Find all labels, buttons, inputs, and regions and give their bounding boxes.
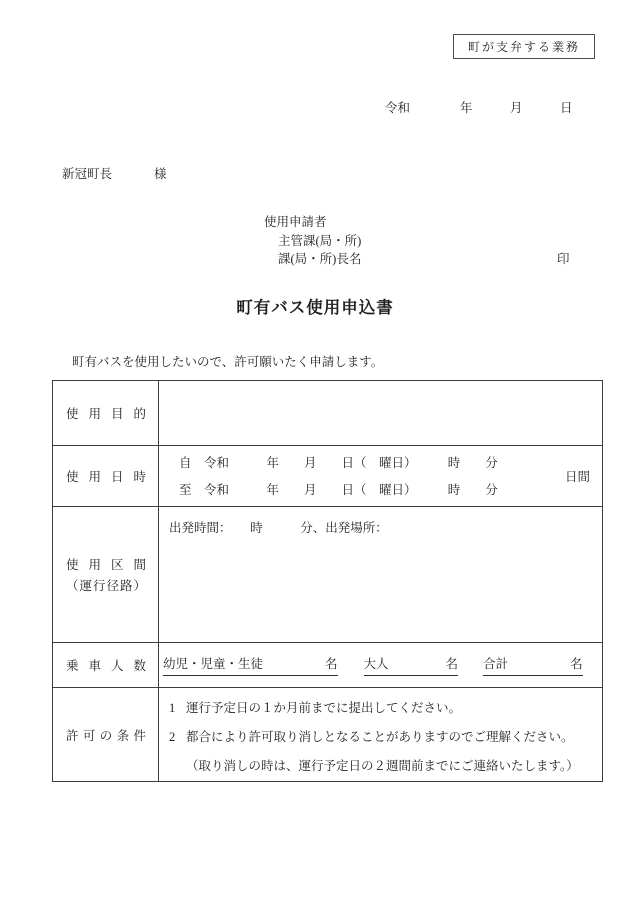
adults-count-field	[364, 654, 459, 676]
total-count-field	[483, 654, 583, 676]
total-label: 合計	[483, 657, 509, 671]
route-label-line2: （運行径路）	[66, 579, 148, 593]
route-value-cell	[159, 507, 602, 642]
adults-unit: 名	[445, 657, 459, 671]
condition-item-1	[169, 694, 598, 723]
route-label-cell	[53, 507, 159, 642]
applicant-dept-line: 主管課(局・所)	[278, 233, 362, 248]
conditions-value-cell	[159, 688, 602, 781]
date-line: 令和 年 月 日	[385, 101, 573, 115]
applicant-block	[264, 213, 570, 269]
application-table	[52, 380, 603, 782]
applicant-heading: 使用申請者	[264, 215, 327, 229]
datetime-label: 使 用 日 時	[66, 470, 146, 484]
departure-line: 出発時間： 時 分、出発場所：	[169, 521, 388, 535]
form-title: 町有バス使用申込書	[236, 298, 394, 317]
condition-2-number: 2	[169, 730, 176, 744]
conditions-label: 許 可 の 条 件	[66, 728, 146, 743]
condition-1-number: 1	[169, 701, 176, 715]
condition-1-text: 運行予定日の１か月前までに提出してください。	[186, 701, 462, 715]
datetime-from-line: 自 令和 年 月 日（ 曜日） 時 分	[179, 456, 498, 470]
addressee-name: 新冠町長	[62, 167, 113, 181]
purpose-label-cell	[53, 381, 159, 445]
children-unit: 名	[325, 657, 338, 671]
intro-text: 町有バスを使用したいので、許可願いたく申請します。	[72, 355, 384, 369]
condition-note-indent	[169, 752, 186, 781]
datetime-row	[53, 446, 602, 507]
honorific-label: 様	[154, 167, 167, 181]
children-label: 幼児・児童・生徒	[163, 657, 264, 671]
datetime-label-cell	[53, 446, 159, 506]
purpose-label: 使 用 目 的	[66, 407, 146, 421]
children-count-field	[163, 654, 338, 676]
purpose-value-cell	[159, 381, 602, 445]
datetime-to-line: 至 令和 年 月 日（ 曜日） 時 分	[179, 483, 498, 497]
stamp-box	[453, 34, 595, 59]
condition-note-text: （取り消しの時は、運行予定日の２週間前までにご連絡いたします。）	[186, 759, 579, 773]
passengers-row	[53, 643, 602, 688]
total-count-blank	[508, 654, 570, 672]
total-unit: 名	[570, 657, 583, 671]
route-row	[53, 507, 602, 643]
condition-item-2-note	[169, 752, 598, 781]
adults-count-blank	[389, 654, 446, 672]
condition-item-2	[169, 723, 598, 752]
passengers-value-cell	[159, 643, 602, 687]
condition-2-text: 都合により許可取り消しとなることがありますのでご理解ください。	[186, 730, 574, 744]
datetime-value-cell	[159, 446, 602, 506]
conditions-label-cell	[53, 688, 159, 781]
purpose-row	[53, 381, 602, 446]
passengers-label-cell	[53, 643, 159, 687]
applicant-chief-line: 課(局・所)長名	[278, 252, 362, 267]
stamp-box-text: 町が支弁する業務	[467, 40, 580, 54]
conditions-row	[53, 688, 602, 781]
passengers-label: 乗 車 人 数	[66, 659, 146, 673]
addressee-line	[62, 164, 167, 182]
route-label-line1: 使 用 区 間	[66, 558, 146, 572]
duration-label: 日間	[564, 470, 590, 484]
seal-mark: 印	[557, 252, 570, 266]
children-count-blank	[263, 654, 325, 672]
adults-label: 大人	[363, 657, 389, 671]
